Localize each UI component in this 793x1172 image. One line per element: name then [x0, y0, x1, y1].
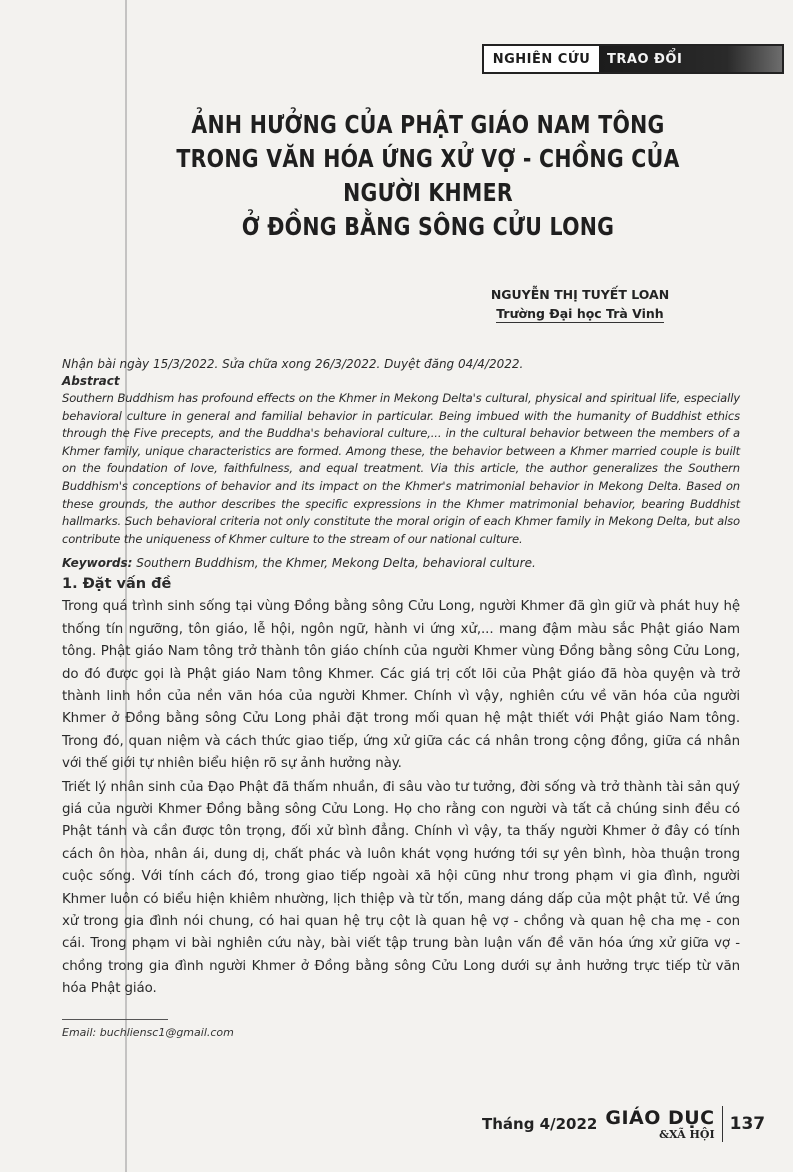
- section-label-research: NGHIÊN CỨU: [492, 51, 591, 67]
- page-footer: [482, 1106, 765, 1142]
- section-label-exchange: TRAO ĐỔI: [599, 46, 782, 72]
- body-paragraph: Trong quá trình sinh sống tại vùng Đồng bằng sông Cửu Long, người Khmer đã gìn giữ và phát huy hệ thống tín ngưỡng, tôn giáo, lễ hội, ngôn ngữ, hành vi ứng xử,... mang đậm màu sắc Phật giáo Nam tông. Phật giáo Nam tông trở thành tôn giáo chính của người Khmer vùng Đồng bằng sông Cửu Long, do đó được gọi là Phật giáo Nam tông Khmer. Các giá trị cốt lõi của Phật giáo đã hòa quyện và trở thành linh hồn của nền văn hóa của người Khmer. Chính vì vậy, nghiên cứu về văn hóa của người Khmer ở Đồng bằng sông Cửu Long phải đặt trong mối quan hệ mật thiết với Phật giáo Nam tông. Trong đó, quan niệm và cách thức giao tiếp, ứng xử giữa các cá nhân trong cộng đồng, giữa cá nhân với thế giới tự nhiên biểu hiện rõ sự ảnh hưởng này.: [62, 599, 740, 772]
- magazine-subtitle: &XÃ HỘI: [659, 1127, 715, 1141]
- footer-divider: [722, 1106, 723, 1142]
- magazine-name: GIÁO DỤC: [605, 1106, 715, 1129]
- magazine-logo: [605, 1106, 715, 1141]
- author-affiliation: Trường Đại học Trà Vinh: [496, 306, 664, 321]
- page-number: 137: [729, 1114, 766, 1134]
- keywords: [62, 556, 740, 570]
- footnote-divider: [62, 1019, 168, 1020]
- article-title: [166, 108, 691, 244]
- keywords-label: Keywords:: [62, 556, 133, 571]
- abstract-heading: Abstract: [62, 374, 120, 388]
- author-block: [460, 287, 700, 323]
- issue-date: Tháng 4/2022: [482, 1115, 598, 1133]
- title-line-1: ẢNH HƯỞNG CỦA PHẬT GIÁO NAM TÔNG: [191, 110, 665, 139]
- title-line-3: Ở ĐỒNG BẰNG SÔNG CỬU LONG: [241, 212, 615, 241]
- author-email: Email: buchliensc1@gmail.com: [62, 1026, 234, 1039]
- article-body: [62, 357, 740, 1001]
- section-heading: 1. Đặt vấn đề: [62, 576, 172, 593]
- author-name: NGUYỄN THỊ TUYẾT LOAN: [490, 287, 670, 302]
- title-line-2: TRONG VĂN HÓA ỨNG XỬ VỢ - CHỒNG CỦA NGƯỜI KHMER: [176, 144, 680, 207]
- keywords-list: Southern Buddhism, the Khmer, Mekong Delta, behavioral culture.: [132, 556, 536, 571]
- body-paragraph: Triết lý nhân sinh của Đạo Phật đã thấm nhuần, đi sâu vào tư tưởng, đời sống và trở thành tài sản quý giá của người Khmer Đồng bằng sông Cửu Long. Họ cho rằng con người và tất cả chúng sinh đều có Phật tánh và cần được tôn trọng, đối xử bình đẳng. Chính vì vậy, ta thấy người Khmer ở đây có tính cách ôn hòa, nhân ái, dung dị, chất phác và luôn khát vọng hướng tới sự yên bình, hòa thuận trong cuộc sống. Với tính cách đó, trong giao tiếp ngoài xã hội cũng như trong phạm vi gia đình, người Khmer luôn có biểu hiện khiêm nhường, lịch thiệp và từ tốn, mang dáng dấp của một phật tử. Về ứng xử trong gia đình nói chung, có hai quan hệ trụ cột là quan hệ vợ - chồng và quan hệ cha mẹ - con cái. Trong phạm vi bài nghiên cứu này, bài viết tập trung bàn luận vấn đề văn hóa ứng xử giữa vợ - chồng trong gia đình người Khmer ở Đồng bằng sông Cửu Long dưới sự ảnh hưởng trực tiếp từ văn hóa Phật giáo.: [62, 779, 740, 997]
- submission-dates: Nhận bài ngày 15/3/2022. Sửa chữa xong 26/3/2022. Duyệt đăng 04/4/2022.: [62, 357, 524, 371]
- section-banner: [482, 44, 784, 74]
- abstract-text: Southern Buddhism has profound effects on the Khmer in Mekong Delta's cultural, physical and spiritual life, especially behavioral culture in general and familial behavior in particular. Being imbued with the humanity of Buddhist ethics through the Five precepts, and the Buddha's behavioral culture,... in the cultural behavior between the members of a Khmer family, unique characteristics are formed. Among these, the behavior between a Khmer married couple is built on the foundation of love, faithfulness, and equal treatment. Via this article, the author generalizes the Southern Buddhism's conceptions of behavior and its impact on the Khmer's matrimonial behavior in Mekong Delta. Based on these grounds, the author describes the specific expressions in the Khmer matrimonial behavior, bearing Buddhist hallmarks. Such behavioral criteria not only constitute the moral origin of each Khmer family in Mekong Delta, but also contribute the uniqueness of Khmer culture to the stream of our national culture.: [62, 391, 740, 546]
